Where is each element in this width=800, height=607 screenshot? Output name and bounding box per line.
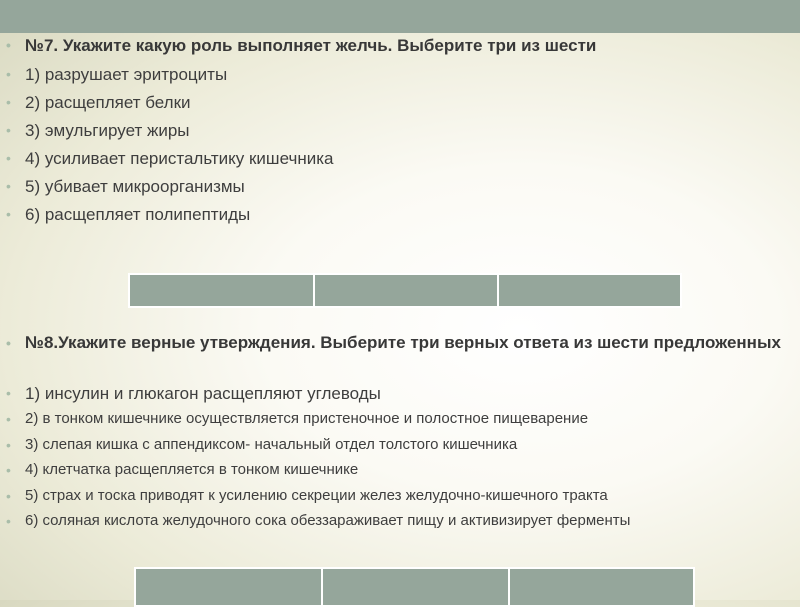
option-text: 4) усиливает перистальтику кишечника (25, 149, 334, 168)
bullet-icon: • (6, 37, 11, 53)
question7-title: №7. Укажите какую роль выполняет желчь. Выберите три из шести (25, 36, 597, 55)
answer-cell[interactable] (499, 275, 680, 306)
bullet-icon: • (6, 66, 11, 82)
question8-option (6, 512, 631, 529)
bullet-icon: • (6, 488, 11, 504)
bullet-icon: • (6, 335, 11, 351)
option-text: 4) клетчатка расщепляется в тонком кишечнике (25, 461, 359, 478)
question7-option (6, 93, 191, 113)
option-text: 6) расщепляет полипептиды (25, 205, 251, 224)
question7-option (6, 177, 245, 197)
option-text: 5) убивает микроорганизмы (25, 177, 245, 196)
bullet-icon: • (6, 206, 11, 222)
question8-title-line (6, 330, 785, 355)
question8-option (6, 410, 589, 427)
bullet-icon: • (6, 385, 11, 401)
question7-option (6, 121, 190, 141)
question7-title-line (6, 36, 597, 56)
question8-option (6, 436, 518, 453)
bullet-icon: • (6, 150, 11, 166)
question8-answer-table (134, 567, 695, 607)
option-text: 5) страх и тоска приводят к усилению секреции желез желудочно-кишечного тракта (25, 487, 608, 504)
bullet-icon: • (6, 513, 11, 529)
option-text: 6) соляная кислота желудочного сока обеззараживает пищу и активизирует ферменты (25, 512, 631, 529)
bullet-icon: • (6, 178, 11, 194)
answer-cell[interactable] (315, 275, 499, 306)
question8-option (6, 461, 359, 478)
option-text: 3) слепая кишка с аппендиксом- начальный отдел толстого кишечника (25, 436, 518, 453)
question8-title: №8.Укажите верные утверждения. Выберите три верных ответа из шести предложенных (25, 333, 781, 352)
bullet-icon: • (6, 437, 11, 453)
question8-option (6, 384, 381, 404)
bullet-icon: • (6, 122, 11, 138)
bullet-icon: • (6, 462, 11, 478)
bullet-icon: • (6, 411, 11, 427)
bullet-icon: • (6, 94, 11, 110)
option-text: 1) инсулин и глюкагон расщепляют углеводы (25, 384, 381, 403)
answer-cell[interactable] (130, 275, 315, 306)
option-text: 1) разрушает эритроциты (25, 65, 228, 84)
option-text: 3) эмульгирует жиры (25, 121, 190, 140)
question7-option (6, 205, 251, 225)
question7-option (6, 65, 228, 85)
question7-option (6, 149, 334, 169)
option-text: 2) в тонком кишечнике осуществляется пристеночное и полостное пищеварение (25, 410, 589, 427)
option-text: 2) расщепляет белки (25, 93, 191, 112)
question8-option (6, 487, 608, 504)
question7-answer-table (128, 273, 682, 308)
